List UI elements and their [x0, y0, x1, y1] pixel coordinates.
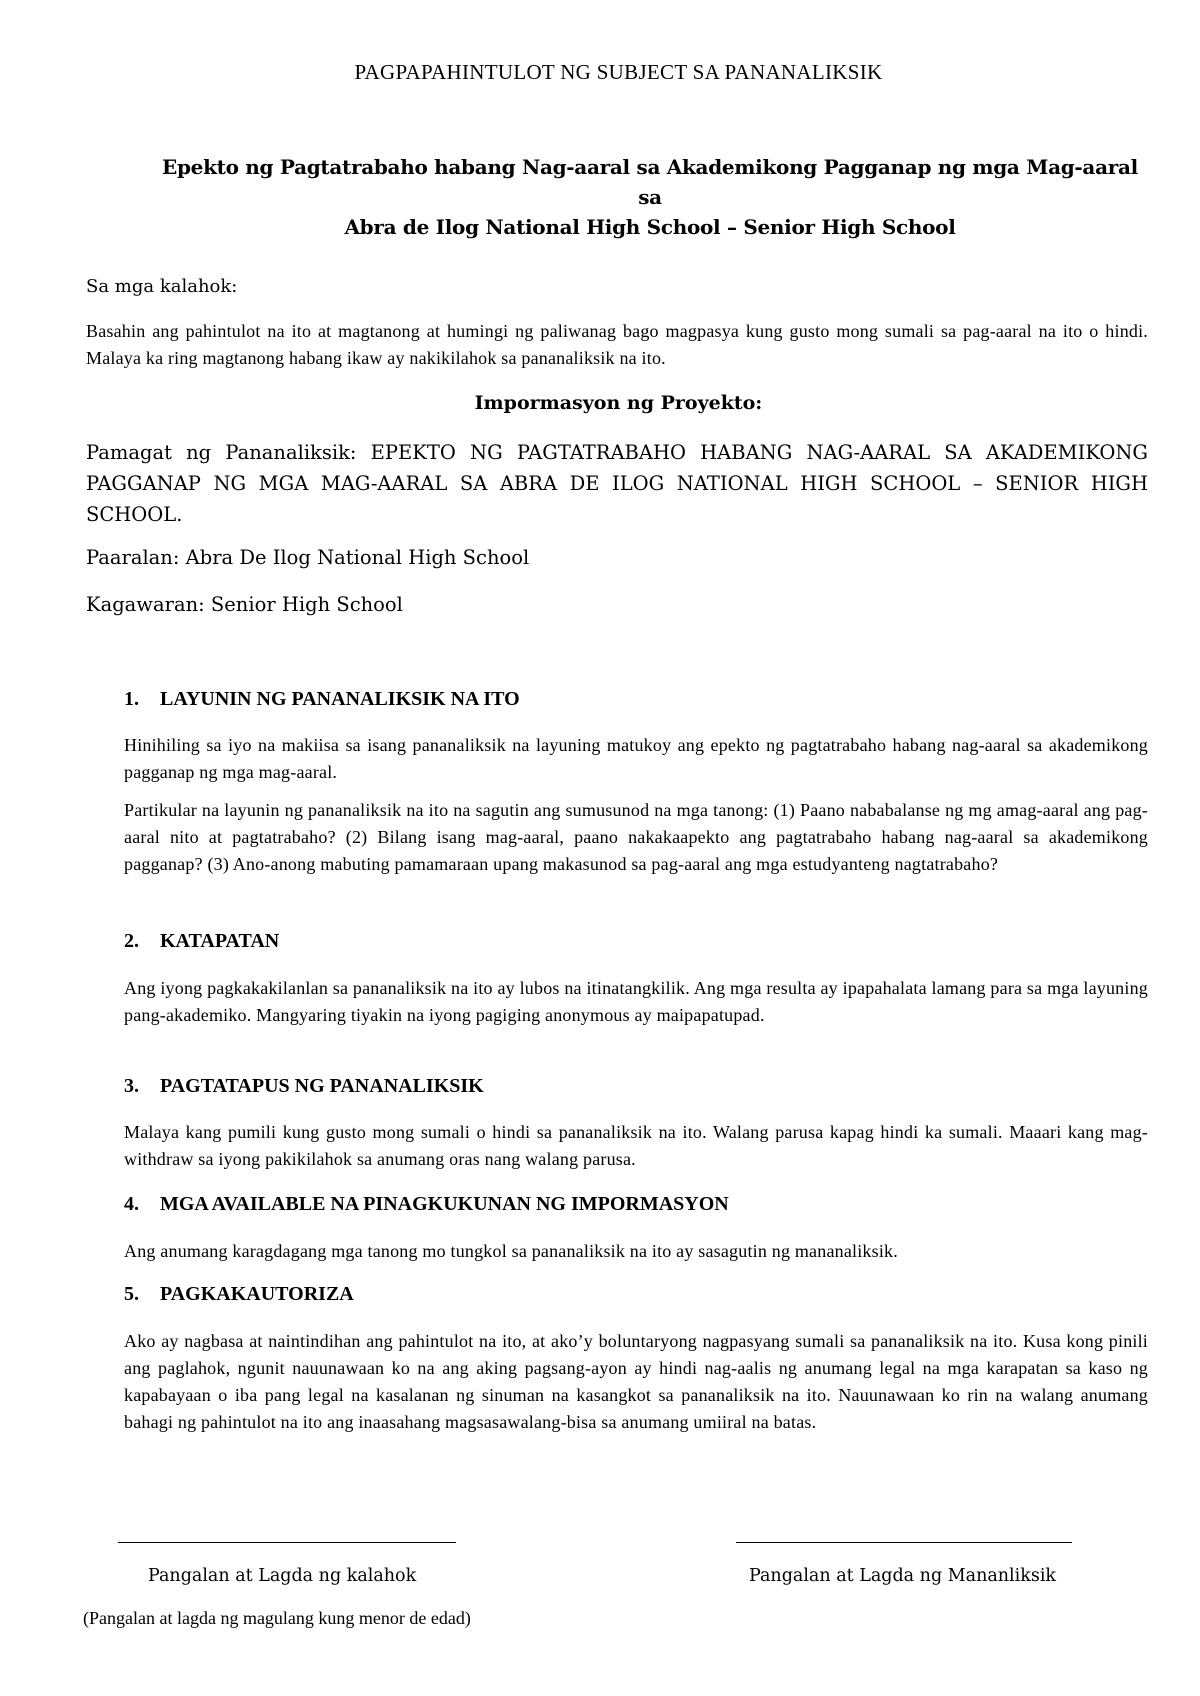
- section-body: [124, 1119, 1148, 1184]
- section-title: PAGKAKAUTORIZA: [160, 1283, 354, 1305]
- section-heading: [124, 1283, 354, 1306]
- section-paragraph: Partikular na layunin ng pananaliksik na ito na sagutin ang sumusunod na mga tanong: (1) Paano nababalanse ng mg amag-aaral ang pag-aaral nito at pagtatrabaho? (2) Bilang isang mag-aaral, paano nakakaapekto ang pagtatrabaho habang nag-aaral sa akademikong pagganap? (3) Ano-anong mabuting pamamaraan upang makasunod sa pag-aaral ang mga estudyanteng nagtatrabaho?: [124, 800, 1148, 874]
- project-info-heading: Impormasyon ng Proyekto:: [474, 392, 763, 414]
- section-paragraph: Ang iyong pagkakakilanlan sa pananaliksik na ito ay lubos na itinatangkilik. Ang mga resulta ay ipapahalata lamang para sa mga layuning pang-akademiko. Mangyaring tiyakin na iyong pagiging anonymous ay maipapatupad.: [124, 978, 1148, 1025]
- research-title-line-2: Abra de Ilog National High School – Senior High School: [344, 215, 956, 239]
- section-body: [124, 1328, 1148, 1447]
- section-heading: [124, 1193, 729, 1216]
- section-body: [124, 1238, 1148, 1276]
- participant-signature-line: [118, 1542, 456, 1543]
- section-title: LAYUNIN NG PANANALIKSIK NA ITO: [160, 688, 520, 710]
- section-number: 5.: [124, 1283, 139, 1305]
- research-title-line-1: Epekto ng Pagtatrabaho habang Nag-aaral sa Akademikong Pagganap ng mga Mag-aaral sa: [162, 155, 1138, 209]
- section-title: MGA AVAILABLE NA PINAGKUKUNAN NG IMPORMASYON: [160, 1193, 729, 1215]
- salutation: Sa mga kalahok:: [86, 276, 238, 297]
- section-paragraph: Malaya kang pumili kung gusto mong sumali o hindi sa pananaliksik na ito. Walang parusa kapag hindi ka sumali. Maaari kang mag-withdraw sa iyong pakikilahok sa anumang oras nang walang parusa.: [124, 1122, 1148, 1169]
- participant-signature-label: Pangalan at Lagda ng kalahok: [148, 1566, 417, 1586]
- section-number: 4.: [124, 1193, 139, 1215]
- research-title: [150, 152, 1150, 242]
- section-heading: [124, 1075, 484, 1098]
- section-title: PAGTATAPUS NG PANANALIKSIK: [160, 1075, 484, 1097]
- guardian-signature-note: (Pangalan at lagda ng magulang kung menor de edad): [83, 1608, 471, 1628]
- section-paragraph: Ako ay nagbasa at naintindihan ang pahintulot na ito, at ako’y boluntaryong nagpasyang sumali sa pananaliksik na ito. Kusa kong pinili ang paglahok, ngunit nauunawaan ko na ang aking pagsang-ayon ay hindi nag-aalis ng anumang legal na mga karapatan sa kaso ng kapabayaan o iba pang legal na kasalanan ng sinuman na kasangkot sa pananaliksik na ito. Nauunawaan ko rin na walang anumang bahagi ng pahintulot na ito ang inaasahang magsasawalang-bisa sa anumang umiiral na batas.: [124, 1331, 1148, 1432]
- researcher-signature-line: [736, 1542, 1072, 1543]
- section-paragraph: Ang anumang karagdagang mga tanong mo tungkol sa pananaliksik na ito ay sasagutin ng mananaliksik.: [124, 1241, 898, 1261]
- section-heading: [124, 688, 520, 711]
- section-body: [124, 732, 1148, 889]
- section-paragraph: Hinihiling sa iyo na makiisa sa isang pananaliksik na layuning matukoy ang epekto ng pagtatrabaho habang nag-aaral sa akademikong pagganap ng mga mag-aaral.: [124, 735, 1148, 782]
- project-research-title: Pamagat ng Pananaliksik: EPEKTO NG PAGTATRABAHO HABANG NAG-AARAL SA AKADEMIKONG PAGGANAP NG MGA MAG-AARAL SA ABRA DE ILOG NATIONAL HIGH SCHOOL – SENIOR HIGH SCHOOL.: [86, 441, 1148, 526]
- section-title: KATAPATAN: [160, 930, 280, 952]
- intro-paragraph: Basahin ang pahintulot na ito at magtanong at humingi ng paliwanag bago magpasya kung gusto mong sumali sa pag-aaral na ito o hindi. Malaya ka ring magtanong habang ikaw ay nakikilahok sa pananaliksik na ito.: [86, 321, 1148, 368]
- section-heading: [124, 930, 279, 953]
- project-department: Kagawaran: Senior High School: [86, 593, 403, 616]
- document-header-title: PAGPAPAHINTULOT NG SUBJECT SA PANANALIKSIK: [354, 60, 883, 84]
- section-number: 3.: [124, 1075, 139, 1097]
- section-body: [124, 975, 1148, 1040]
- section-number: 2.: [124, 930, 139, 952]
- researcher-signature-label: Pangalan at Lagda ng Mananliksik: [749, 1566, 1057, 1586]
- section-number: 1.: [124, 688, 139, 710]
- project-school: Paaralan: Abra De Ilog National High School: [86, 546, 530, 569]
